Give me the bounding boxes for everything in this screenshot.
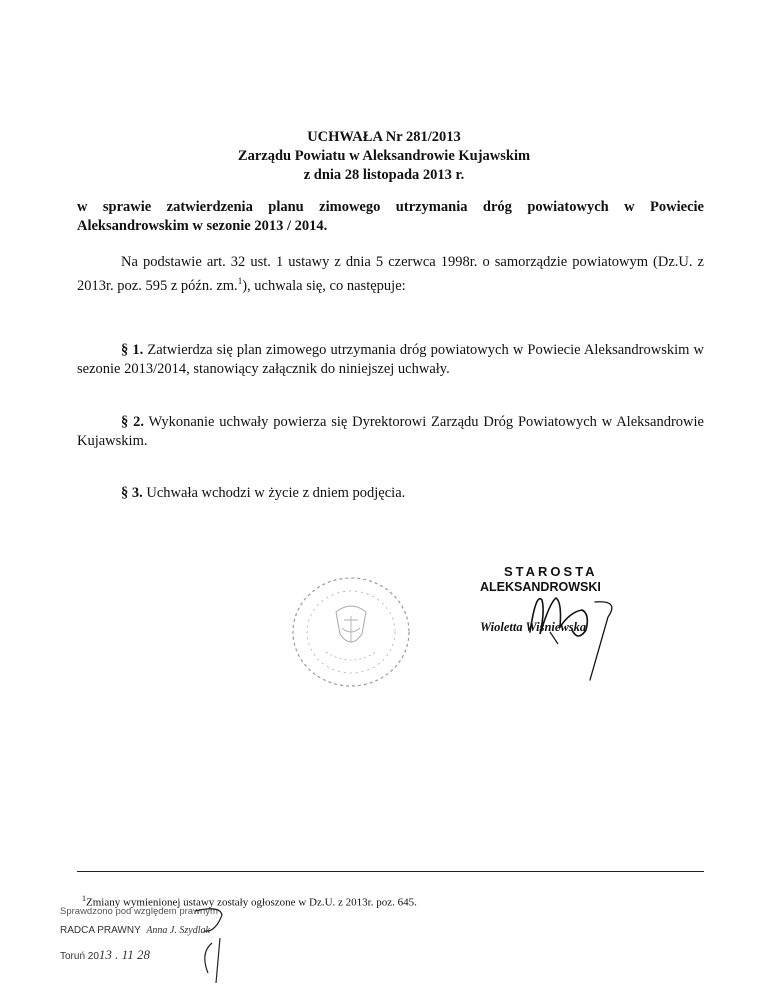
resolution-number: UCHWAŁA Nr 281/2013: [307, 129, 461, 145]
section-text: Wykonanie uchwały powierza się Dyrektorowi Zarządu Dróg Powiatowych w Aleksandrowie Kujawskim.: [77, 414, 704, 449]
footnote-marker: 1: [82, 894, 86, 903]
footnote-text: Zmiany wymienionej ustawy zostały ogłoszone w Dz.U. z 2013r. poz. 645.: [86, 896, 417, 909]
stamp-date: 13 . 11 28: [98, 947, 150, 962]
legal-verification-stamp: [60, 903, 260, 983]
section-text: Uchwała wchodzi w życie z dniem podjęcia.: [146, 485, 406, 501]
section-text: Zatwierdza się plan zimowego utrzymania dróg powiatowych w Powiecie Aleksandrowskim w sezonie 2013/2014, stanowiący załącznik do niniejszej uchwały.: [77, 342, 704, 377]
stamp-line-date: [60, 947, 150, 963]
section-3: [77, 484, 704, 503]
stamp-role: RADCA PRAWNY: [60, 925, 141, 936]
footnote-separator: [77, 871, 704, 872]
resolution-subject: w sprawie zatwierdzenia planu zimowego utrzymania dróg powiatowych w Powiecie Aleksandrowskim w sezonie 2013 / 2014.: [77, 199, 704, 234]
signatory-name: Wioletta Wiśniewska: [480, 620, 587, 634]
section-number: § 1.: [121, 342, 144, 358]
stamp-place: Toruń 20: [60, 951, 99, 962]
stamp-signature: [160, 903, 240, 983]
issuing-body: Zarządu Powiatu w Aleksandrowie Kujawskim: [237, 148, 531, 164]
section-number: § 3.: [121, 485, 143, 501]
preamble-text-end: ), uchwala się, co następuje:: [242, 277, 406, 294]
signature-block: [470, 564, 640, 684]
resolution-date: z dnia 28 listopada 2013 r.: [303, 167, 465, 183]
footnote-reference: 1: [237, 275, 243, 286]
signatory-title: STAROSTA: [504, 564, 598, 579]
official-seal: [286, 572, 416, 692]
stamp-counsel-name: Anna J. Szydlak: [146, 925, 210, 936]
signatory-region: ALEKSANDROWSKI: [480, 580, 601, 594]
preamble: [77, 253, 704, 295]
preamble-text: Na podstawie art. 32 ust. 1 ustawy z dnia 5 czerwca 1998r. o samorządzie powiatowym (Dz.U. z 2013r. poz. 595 z późn. zm.: [77, 254, 704, 294]
section-number: § 2.: [121, 414, 144, 430]
handwritten-signature: [490, 572, 630, 682]
section-2: [77, 413, 704, 450]
section-1: [77, 341, 704, 378]
stamp-line-verified: Sprawdzono pod względem prawnym: [60, 906, 218, 917]
